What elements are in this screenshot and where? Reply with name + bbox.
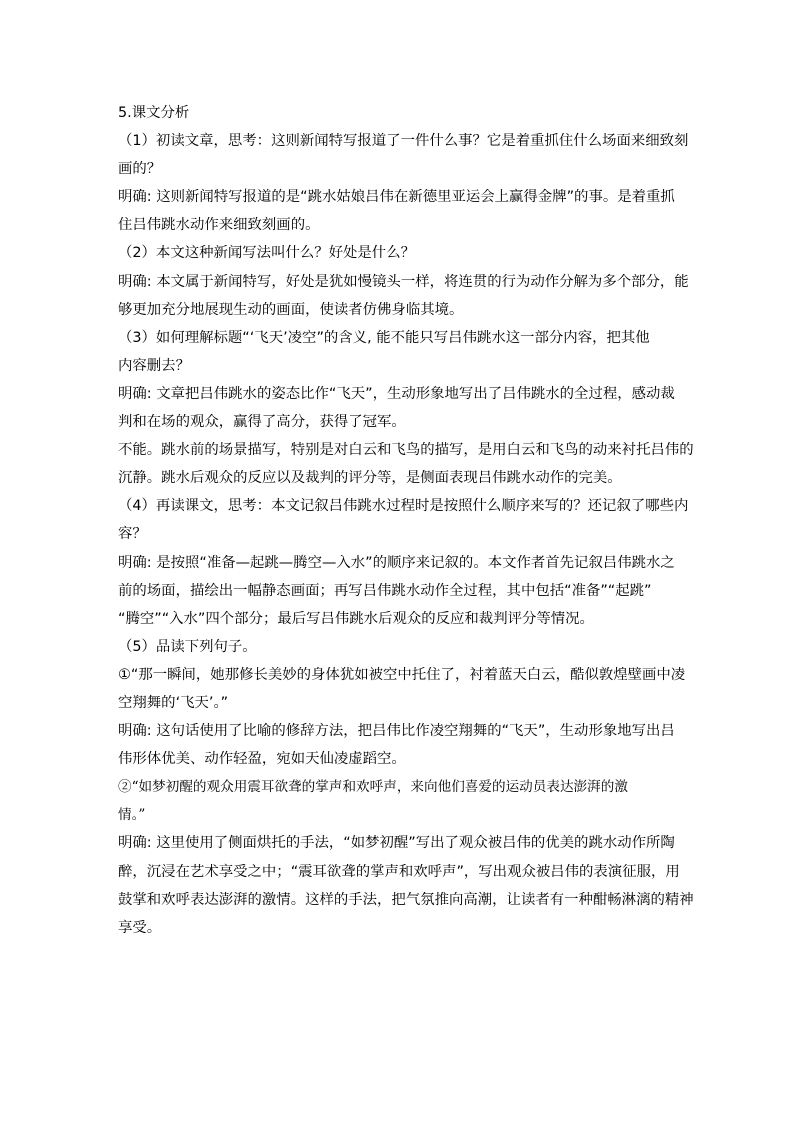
answer-5-2: 明确: 这里使用了侧面烘托的手法，“如梦初醒”写出了观众被吕伟的优美的跳水动作所陶 <box>118 835 675 852</box>
answer-4: 明确: 是按照“准备—起跳—腾空—入水”的顺序来记叙的。本文作者首先记叙吕伟跳水之 <box>118 554 675 571</box>
answer-5-2-cont-1: 醉，沉浸在艺术享受之中；“震耳欲聋的掌声和欢呼声”，写出观众被吕伟的表演征服，用 <box>118 863 680 880</box>
section-heading: 5.课文分析 <box>118 105 190 121</box>
answer-5-1-cont: 伟形体优美、动作轻盈，宛如天仙凌虚蹈空。 <box>118 751 406 768</box>
question-5: （5）品读下列句子。 <box>118 638 257 655</box>
question-3: （3）如何理解标题“‘飞天’凌空”的含义, 能不能只写吕伟跳水这一部分内容，把其他 <box>118 329 650 346</box>
question-3-cont: 内容删去？ <box>118 357 190 374</box>
answer-4-cont-2: “腾空”“入水”四个部分；最后写吕伟跳水后观众的反应和裁判评分等情况。 <box>118 610 594 627</box>
answer-1-cont: 住吕伟跳水动作来细致刻画的。 <box>118 217 320 234</box>
question-4-cont: 容？ <box>118 526 147 543</box>
answer-2: 明确: 本文属于新闻特写，好处是犹如慢镜头一样，将连贯的行为动作分解为多个部分，能 <box>118 273 689 290</box>
answer-3: 明确: 文章把吕伟跳水的姿态比作“飞天”，生动形象地写出了吕伟跳水的全过程，感动裁 <box>118 385 675 402</box>
answer-3-cont: 判和在场的观众，赢得了高分，获得了冠军。 <box>118 414 406 431</box>
answer-5-1: 明确: 这句话使用了比喻的修辞方法，把吕伟比作凌空翔舞的“飞天”，生动形象地写出吕 <box>118 723 675 740</box>
sentence-1: ①“那一瞬间，她那修长美妙的身体犹如被空中托住了，衬着蓝天白云，酷似敦煌壁画中凌 <box>118 666 686 683</box>
answer-5-2-cont-3: 享受。 <box>118 919 162 936</box>
answer-2-cont: 够更加充分地展现生动的画面，使读者仿佛身临其境。 <box>118 301 464 318</box>
sentence-2: ②“如梦初醒的观众用震耳欲聋的掌声和欢呼声，来向他们喜爱的运动员表达澎湃的激 <box>118 779 628 796</box>
question-1: （1）初读文章，思考：这则新闻特写报道了一件什么事？它是着重抓住什么场面来细致刻 <box>118 133 689 150</box>
document-body <box>118 99 694 942</box>
question-1-cont: 画的？ <box>118 161 162 178</box>
answer-1: 明确: 这则新闻特写报道的是“跳水姑娘吕伟在新德里亚运会上赢得金牌”的事。是着重抓 <box>118 189 675 206</box>
answer-3-part-2: 不能。跳水前的场景描写，特别是对白云和飞鸟的描写，是用白云和飞鸟的动来衬托吕伟的 <box>118 442 694 459</box>
answer-3-part-2-cont: 沉静。跳水后观众的反应以及裁判的评分等，是侧面表现吕伟跳水动作的完美。 <box>118 470 622 487</box>
question-2: （2）本文这种新闻写法叫什么？好处是什么？ <box>118 245 415 262</box>
answer-4-cont-1: 前的场面，描绘出一幅静态画面；再写吕伟跳水动作全过程，其中包括“准备”“起跳” <box>118 582 652 599</box>
sentence-1-cont: 空翔舞的‘飞天’。” <box>118 694 229 711</box>
sentence-2-cont: 情。” <box>118 807 146 824</box>
answer-5-2-cont-2: 鼓掌和欢呼表达澎湃的激情。这样的手法，把气氛推向高潮，让读者有一种酣畅淋漓的精神 <box>118 891 694 908</box>
question-4: （4）再读课文，思考：本文记叙吕伟跳水过程时是按照什么顺序来写的？还记叙了哪些内 <box>118 498 689 515</box>
